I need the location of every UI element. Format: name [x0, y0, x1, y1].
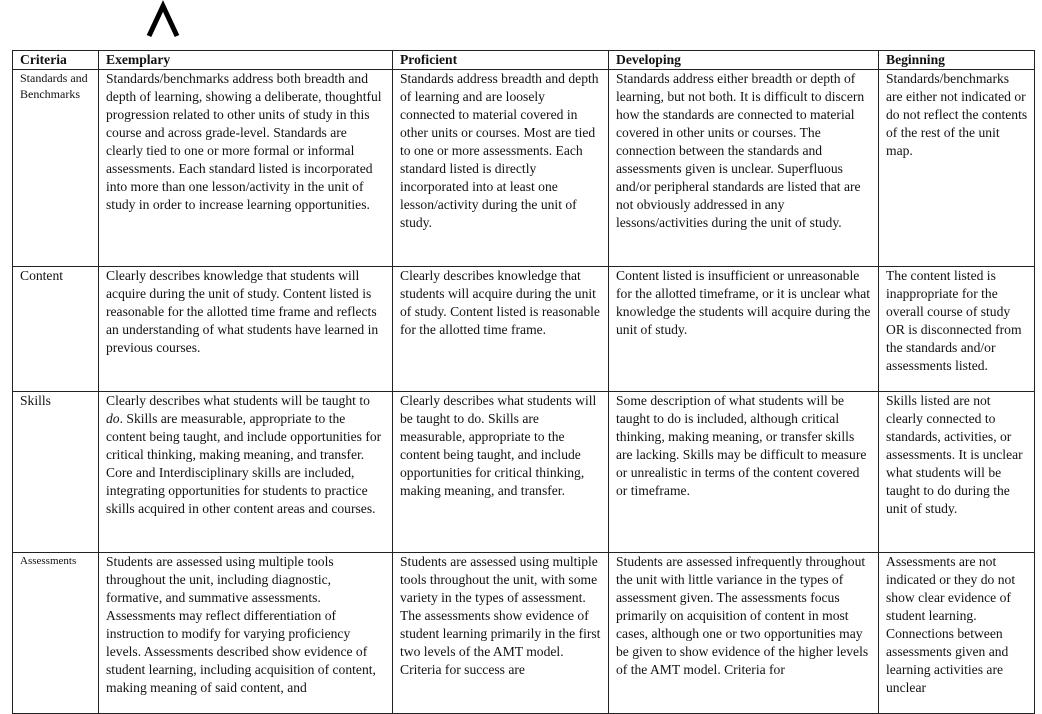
proficient-cell: Clearly describes knowledge that students will acquire during the unit of study. Content listed is reasonable for the allotted time frame.	[393, 267, 609, 392]
header-exemplary: Exemplary	[99, 51, 393, 70]
developing-cell: Students are assessed infrequently throughout the unit with little variance in the types of assessment given. The assessments focus primarily on acquisition of content in most cases, although one or two opportunities may be given to show evidence of the higher levels of the AMT model. Criteria for	[609, 553, 879, 714]
developing-cell: Some description of what students will be taught to do is included, although critical thinking, making meaning, or transfer skills are lacking. Skills may be difficult to measure or unrealistic in terms of the content covered or timeframe.	[609, 392, 879, 553]
criteria-cell: Skills	[13, 392, 99, 553]
beginning-cell: Assessments are not indicated or they do not show clear evidence of student learning. Connections between assessments given and learning activities are unclear	[879, 553, 1035, 714]
beginning-cell: The content listed is inappropriate for the overall course of study OR is disconnected from the standards and/or assessments listed.	[879, 267, 1035, 392]
header-row	[13, 51, 1035, 70]
criteria-cell: Standards and Benchmarks	[13, 70, 99, 267]
table-row-skills	[13, 392, 1035, 553]
proficient-cell: Standards address breadth and depth of learning and are loosely connected to material covered in other units or courses. Most are tied to one or more assessments. Each standard listed is directly incorporated into at least one lesson/activity during the unit of study.	[393, 70, 609, 267]
exemplary-text-end: . Skills are measurable, appropriate to the content being taught, and include opportunities for critical thinking, making meaning, and transfer. Core and Interdisciplinary skills are included, integrating opportunities for students to practice skills acquired in other content areas and courses.	[106, 411, 382, 516]
proficient-cell: Clearly describes what students will be taught to do. Skills are measurable, appropriate to the content being taught, and include opportunities for critical thinking, making meaning, and transfer.	[393, 392, 609, 553]
header-proficient: Proficient	[393, 51, 609, 70]
exemplary-cell: Clearly describes knowledge that students will acquire during the unit of study. Content listed is reasonable for the allotted time frame and reflects an understanding of what students have learned in previous courses.	[99, 267, 393, 392]
table-row-assessments	[13, 553, 1035, 714]
header-developing: Developing	[609, 51, 879, 70]
developing-cell: Content listed is insufficient or unreasonable for the allotted timeframe, or it is unclear what knowledge the students will acquire during the unit of study.	[609, 267, 879, 392]
exemplary-emphasis: do	[106, 411, 120, 426]
caret-up-icon	[146, 2, 180, 38]
table-row-content	[13, 267, 1035, 392]
criteria-cell: Content	[13, 267, 99, 392]
exemplary-cell: Students are assessed using multiple tools throughout the unit, including diagnostic, formative, and summative assessments. Assessments may reflect differentiation of instruction to modify for varying proficiency levels. Assessments described show evidence of student learning, including acquisition of content, making meaning of said content, and	[99, 553, 393, 714]
beginning-cell: Standards/benchmarks are either not indicated or do not reflect the contents of the rest of the unit map.	[879, 70, 1035, 267]
criteria-cell: Assessments	[13, 553, 99, 714]
table-row-standards	[13, 70, 1035, 267]
beginning-cell: Skills listed are not clearly connected to standards, activities, or assessments. It is unclear what students will be taught to do during the unit of study.	[879, 392, 1035, 553]
proficient-cell: Students are assessed using multiple tools throughout the unit, with some variety in the types of assessment. The assessments show evidence of student learning primarily in the first two levels of the AMT model. Criteria for success are	[393, 553, 609, 714]
header-beginning: Beginning	[879, 51, 1035, 70]
exemplary-cell	[99, 392, 393, 553]
rubric-table	[12, 50, 1035, 714]
exemplary-cell: Standards/benchmarks address both breadth and depth of learning, showing a deliberate, thoughtful progression related to other units of study in this course and across grade-level. Standards are clearly tied to one or more formal or informal assessments. Each standard listed is incorporated into more than one lesson/activity in the unit of study in order to increase learning opportunities.	[99, 70, 393, 267]
header-criteria: Criteria	[13, 51, 99, 70]
developing-cell: Standards address either breadth or depth of learning, but not both. It is difficult to discern how the standards are connected to material covered in other units or courses. The connection between the standards and assessments given is unclear. Superfluous and/or peripheral standards are listed that are not obviously addressed in any lessons/activities during the unit of study.	[609, 70, 879, 267]
exemplary-text-start: Clearly describes what students will be taught to	[106, 393, 370, 408]
